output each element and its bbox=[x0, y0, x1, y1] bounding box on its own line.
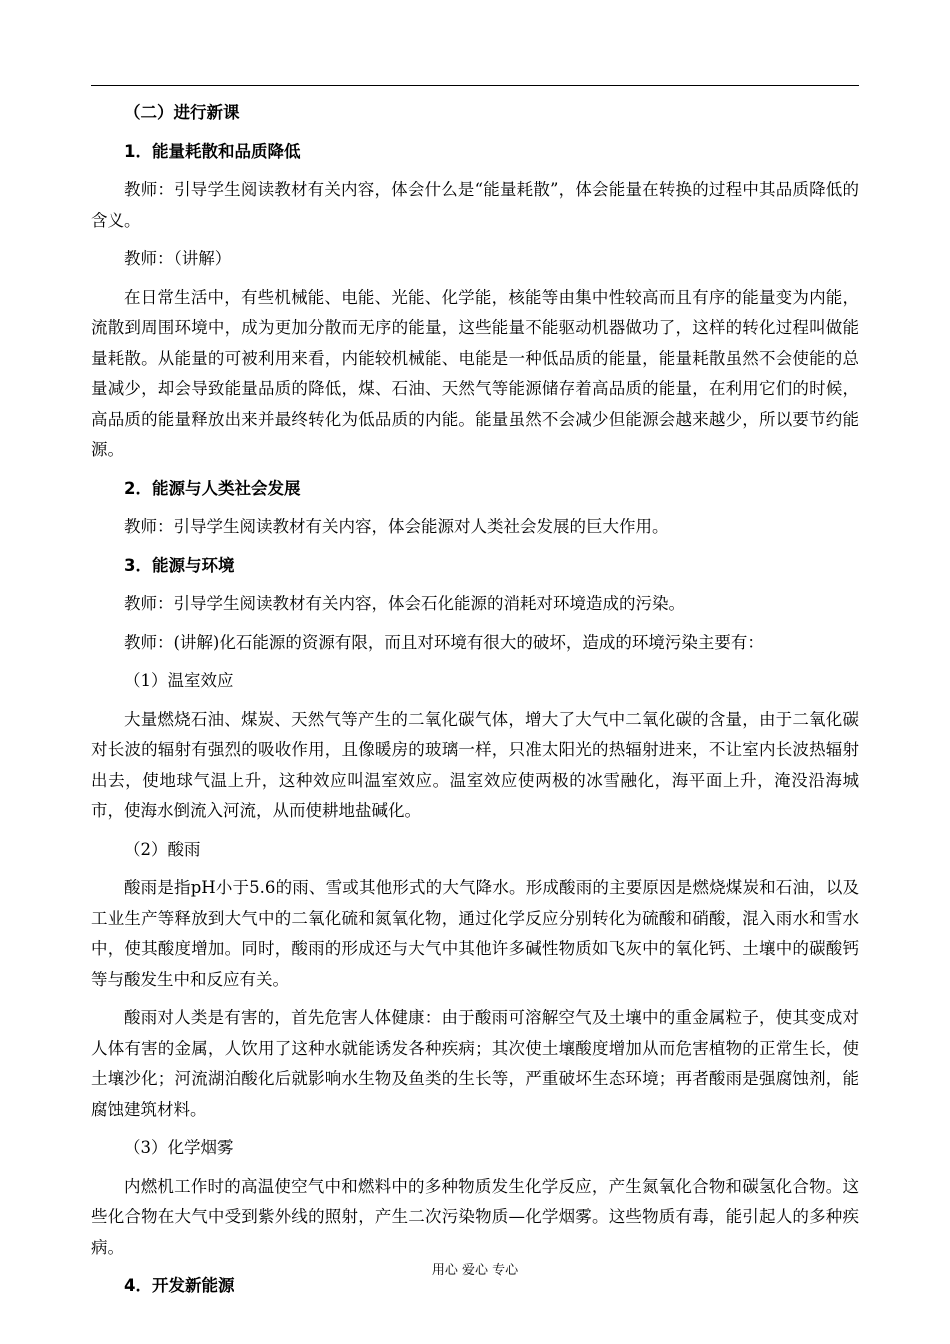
subheading-acid-rain: （2）酸雨 bbox=[124, 839, 201, 859]
heading-new-energy: 4．开发新能源 bbox=[124, 1276, 235, 1295]
document-body bbox=[91, 98, 859, 1310]
paragraph: 教师：(讲解)化石能源的资源有限，而且对环境有很大的破坏，造成的环境污染主要有： bbox=[124, 632, 764, 652]
paragraph: 酸雨对人类是有害的，首先危害人体健康：由于酸雨可溶解空气及土壤中的重金属粒子，使其变成对人体有害的金属，人饮用了这种水就能诱发各种疾病；其次使土壤酸度增加从而危害植物的正常生长，使土壤沙化；河流湖泊酸化后就影响水生物及鱼类的生长等，严重破坏生态环境；再者酸雨是强腐蚀剂，能腐蚀建筑材料。 bbox=[91, 1008, 859, 1119]
heading-energy-society: 2．能源与人类社会发展 bbox=[124, 478, 301, 498]
paragraph: 教师：（讲解） bbox=[124, 249, 232, 268]
subheading-greenhouse: （1）温室效应 bbox=[124, 671, 234, 690]
paragraph: 酸雨是指pH小于5.6的雨、雪或其他形式的大气降水。形成酸雨的主要原因是燃烧煤炭和石油，以及工业生产等释放到大气中的二氧化硫和氮氧化物，通过化学反应分别转化为硫酸和硝酸，混入雨水和雪水中，使其酸度增加。同时，酸雨的形成还与大气中其他许多碱性物质如飞灰中的氧化钙、土壤中的碳酸钙等与酸发生中和反应有关。 bbox=[91, 878, 859, 989]
paragraph: 教师：引导学生阅读教材有关内容，体会能源对人类社会发展的巨大作用。 bbox=[124, 517, 669, 536]
paragraph: 教师：引导学生阅读教材有关内容，体会什么是“能量耗散”，体会能量在转换的过程中其品质降低的含义。 bbox=[91, 180, 859, 230]
heading-energy-environment: 3．能源与环境 bbox=[124, 555, 235, 575]
page-footer: 用心 爱心 专心 bbox=[431, 1263, 519, 1278]
paragraph: 在日常生活中，有些机械能、电能、光能、化学能，核能等由集中性较高而且有序的能量变为内能，流散到周围环境中，成为更加分散而无序的能量，这些能量不能驱动机器做功了，这样的转化过程叫做能量耗散。从能量的可被利用来看，内能较机械能、电能是一种低品质的能量，能量耗散虽然不会使能的总量减少，却会导致能量品质的降低，煤、石油、天然气等能源储存着高品质的能量，在利用它们的时候，高品质的能量释放出来并最终转化为低品质的内能。能量虽然不会减少但能源会越来越少，所以要节约能源。 bbox=[91, 287, 859, 459]
paragraph: 内燃机工作时的高温使空气中和燃料中的多种物质发生化学反应，产生氮氧化合物和碳氢化合物。这些化合物在大气中受到紫外线的照射，产生二次污染物质—化学烟雾。这些物质有毒，能引起人的多种疾病。 bbox=[91, 1176, 859, 1257]
header-rule bbox=[91, 85, 859, 86]
subheading-smog: （3）化学烟雾 bbox=[124, 1138, 234, 1157]
section-title: （二）进行新课 bbox=[124, 103, 240, 122]
paragraph: 教师：引导学生阅读教材有关内容，体会石化能源的消耗对环境造成的污染。 bbox=[124, 594, 685, 613]
paragraph: 大量燃烧石油、煤炭、天然气等产生的二氧化碳气体，增大了大气中二氧化碳的含量，由于二氧化碳对长波的辐射有强烈的吸收作用，且像暖房的玻璃一样，只准太阳光的热辐射进来，不让室内长波热辐射出去，使地球气温上升，这种效应叫温室效应。温室效应使两极的冰雪融化，海平面上升，淹没沿海城市，使海水倒流入河流，从而使耕地盐碱化。 bbox=[91, 709, 859, 820]
heading-energy-dissipation: 1．能量耗散和品质降低 bbox=[124, 141, 301, 161]
